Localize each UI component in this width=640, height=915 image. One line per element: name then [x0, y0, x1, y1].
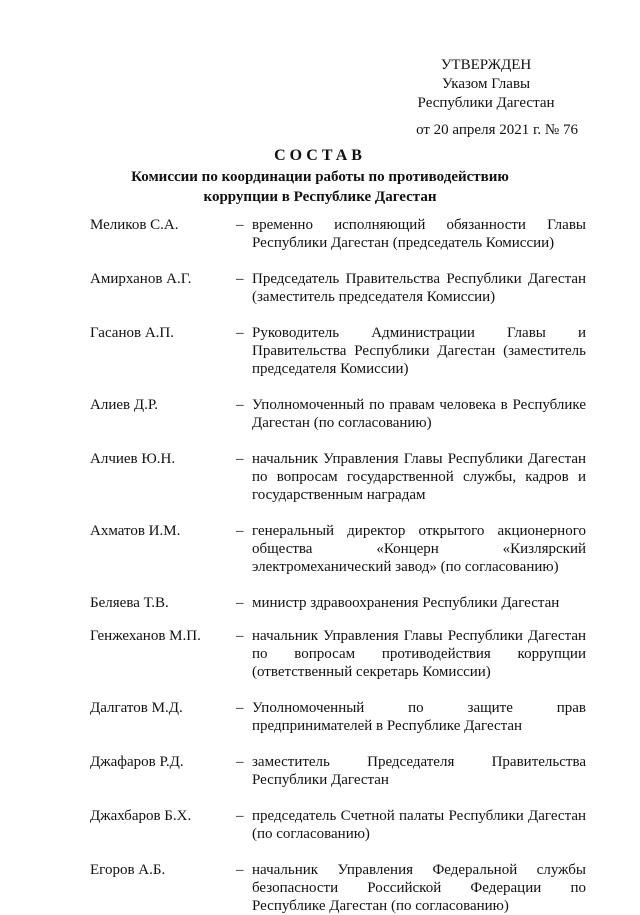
member-row	[90, 807, 586, 843]
member-name: Гасанов А.П.	[90, 325, 174, 341]
member-role: начальник Управления Главы Республики Дагестан по вопросам государственной службы, кадров и государственным наградам	[252, 451, 586, 503]
document-subtitle-line1: Комиссии по координации работы по противодействию	[131, 169, 509, 185]
member-name: Джафаров Р.Д.	[90, 754, 184, 770]
member-name: Меликов С.А.	[90, 217, 179, 233]
member-role: начальник Управления Главы Республики Дагестан по вопросам противодействия коррупции (ответственный секретарь Комиссии)	[252, 628, 586, 680]
member-row	[90, 216, 586, 252]
dash: –	[236, 325, 244, 341]
dash: –	[236, 754, 244, 770]
member-role: начальник Управления Федеральной службы безопасности Российской Федерации по Республике Дагестан (по согласованию)	[252, 862, 586, 914]
approval-republic: Республики Дагестан	[417, 95, 555, 111]
member-name: Алиев Д.Р.	[90, 397, 159, 413]
member-list	[90, 216, 586, 915]
member-name: Генжеханов М.П.	[90, 628, 201, 644]
member-role: заместитель Председателя Правительства Республики Дагестан	[252, 754, 586, 788]
member-name: Джахбаров Б.Х.	[90, 808, 192, 824]
member-row	[90, 627, 586, 681]
approval-title: УТВЕРЖДЕН	[440, 57, 532, 73]
dash: –	[236, 700, 244, 716]
member-name: Ахматов И.М.	[90, 523, 181, 539]
member-role: Председатель Правительства Республики Дагестан (заместитель председателя Комиссии)	[252, 271, 586, 305]
dash: –	[236, 397, 244, 413]
dash: –	[236, 217, 244, 233]
member-name: Далгатов М.Д.	[90, 700, 183, 716]
dash: –	[236, 595, 244, 611]
member-row	[90, 324, 586, 378]
member-role: генеральный директор открытого акционерного общества «Концерн «Кизлярский электромеханический завод» (по согласованию)	[252, 523, 586, 575]
member-role: Уполномоченный по правам человека в Республике Дагестан (по согласованию)	[252, 397, 586, 431]
member-row	[90, 270, 586, 306]
member-role: министр здравоохранения Республики Дагестан	[252, 595, 560, 611]
member-row	[90, 396, 586, 432]
approval-decree: Указом Главы	[441, 76, 531, 92]
member-row	[90, 753, 586, 789]
member-row	[90, 594, 586, 612]
document-heading	[0, 146, 640, 206]
approval-date: от 20 апреля 2021 г. № 76	[416, 122, 578, 138]
dash: –	[236, 271, 244, 287]
dash: –	[236, 451, 244, 467]
document-title: СОСТАВ	[274, 147, 366, 164]
member-name: Беляева Т.В.	[90, 595, 169, 611]
member-name: Егоров А.Б.	[90, 862, 166, 878]
dash: –	[236, 628, 244, 644]
approval-stamp	[416, 56, 578, 140]
member-role: временно исполняющий обязанности Главы Республики Дагестан (председатель Комиссии)	[252, 217, 586, 251]
member-role: председатель Счетной палаты Республики Дагестан (по согласованию)	[252, 808, 586, 842]
document-subtitle-line2: коррупции в Республике Дагестан	[203, 189, 437, 205]
member-row	[90, 450, 586, 504]
member-name: Амирханов А.Г.	[90, 271, 192, 287]
member-row	[90, 861, 586, 915]
dash: –	[236, 862, 244, 878]
member-row	[90, 699, 586, 735]
dash: –	[236, 808, 244, 824]
member-row	[90, 522, 586, 576]
member-role: Руководитель Администрации Главы и Правительства Республики Дагестан (заместитель председателя Комиссии)	[252, 325, 586, 377]
dash: –	[236, 523, 244, 539]
member-name: Алчиев Ю.Н.	[90, 451, 176, 467]
member-role: Уполномоченный по защите прав предпринимателей в Республике Дагестан	[252, 700, 586, 734]
